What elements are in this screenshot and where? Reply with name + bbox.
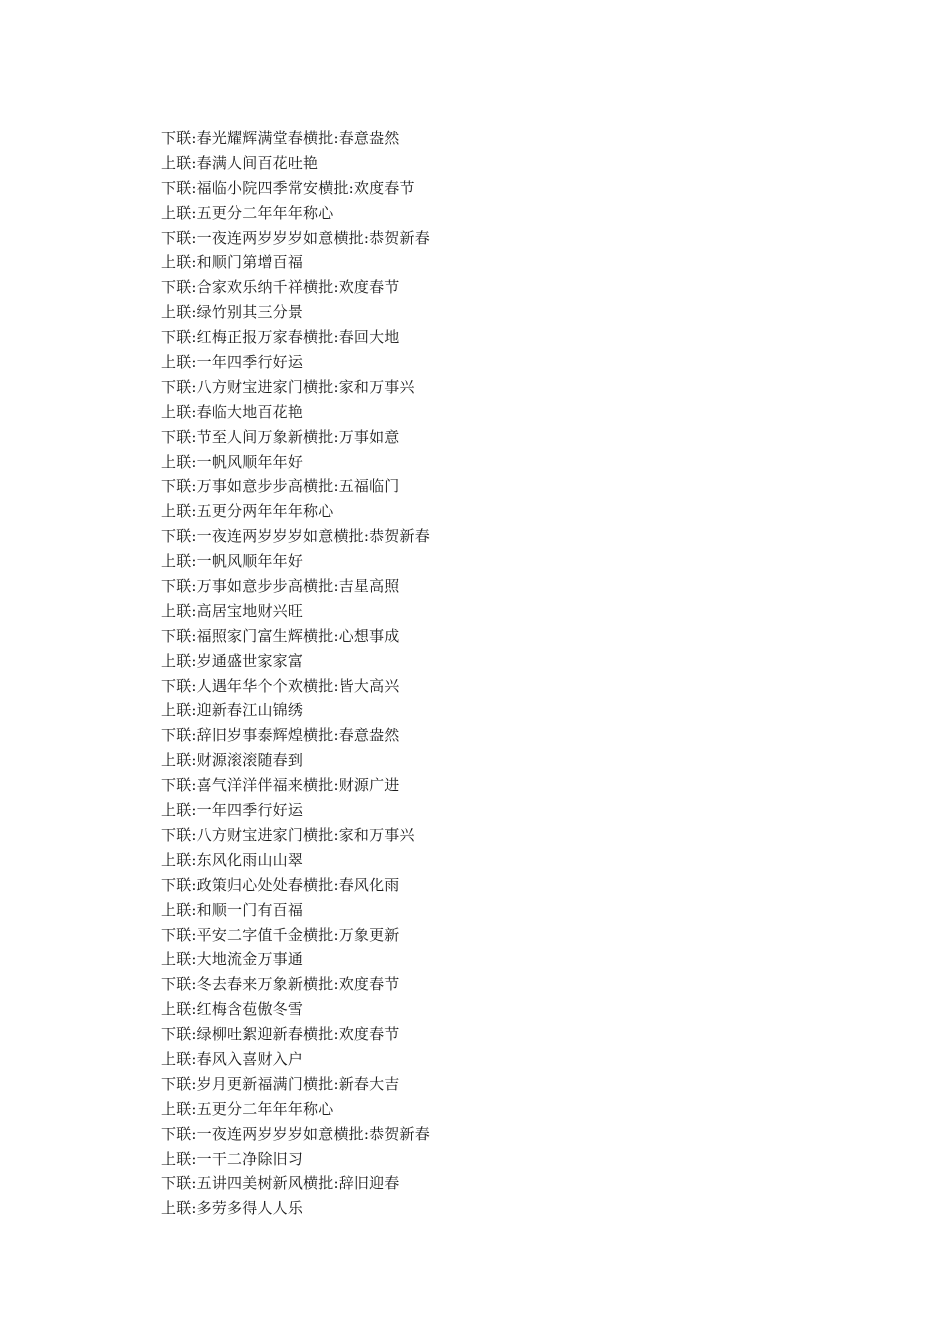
couplet-line: 上联:一帆风顺年年好 [161,452,304,471]
couplet-line: 下联:万事如意步步高横批:五福临门 [161,477,400,496]
couplet-line: 下联:五讲四美树新风横批:辞旧迎春 [161,1174,400,1193]
couplet-line: 上联:一年四季行好运 [161,801,304,820]
couplet-line: 下联:一夜连两岁岁岁如意横批:恭贺新春 [161,1124,430,1143]
couplet-line: 下联:岁月更新福满门横批:新春大吉 [161,1074,400,1093]
couplet-line: 下联:八方财宝进家门横批:家和万事兴 [161,377,415,396]
couplet-line: 上联:五更分两年年年称心 [161,502,334,521]
couplet-line: 下联:政策归心处处春横批:春风化雨 [161,875,400,894]
couplet-line: 下联:一夜连两岁岁岁如意横批:恭贺新春 [161,527,430,546]
couplet-line: 下联:红梅正报万家春横批:春回大地 [161,328,400,347]
couplet-line: 下联:节至人间万象新横批:万事如意 [161,427,400,446]
couplet-line: 下联:辞旧岁事泰辉煌横批:春意盎然 [161,726,400,745]
couplet-line: 上联:绿竹别其三分景 [161,303,304,322]
couplet-line: 下联:福临小院四季常安横批:欢度春节 [161,178,415,197]
couplet-line: 上联:和顺一门有百福 [161,900,304,919]
couplet-line: 下联:绿柳吐絮迎新春横批:欢度春节 [161,1025,400,1044]
couplet-line: 下联:喜气洋洋伴福来横批:财源广进 [161,776,400,795]
couplet-line: 下联:一夜连两岁岁岁如意横批:恭贺新春 [161,228,430,247]
couplet-line: 上联:财源滚滚随春到 [161,751,304,770]
couplet-line: 上联:一年四季行好运 [161,353,304,372]
couplet-line: 上联:一帆风顺年年好 [161,552,304,571]
couplet-line: 上联:高居宝地财兴旺 [161,601,304,620]
couplet-line: 上联:春临大地百花艳 [161,402,304,421]
couplet-line: 下联:春光耀辉满堂春横批:春意盎然 [161,129,400,147]
couplet-line: 下联:平安二字值千金横批:万象更新 [161,925,400,944]
couplet-line: 上联:和顺门第增百福 [161,253,304,272]
couplet-line: 下联:福照家门富生辉横批:心想事成 [161,626,400,645]
couplet-line: 上联:多劳多得人人乐 [161,1199,304,1218]
couplet-line: 上联:一干二净除旧习 [161,1149,304,1168]
couplet-line: 上联:迎新春江山锦绣 [161,701,304,720]
couplet-line: 下联:人遇年华个个欢横批:皆大高兴 [161,676,400,695]
couplet-line: 上联:红梅含苞傲冬雪 [161,1000,304,1019]
couplet-line: 上联:大地流金万事通 [161,950,304,969]
couplet-line: 上联:春风入喜财入户 [161,1049,304,1068]
couplet-line: 下联:冬去春来万象新横批:欢度春节 [161,975,400,994]
couplet-line: 上联:五更分二年年年称心 [161,203,334,222]
couplet-line: 下联:八方财宝进家门横批:家和万事兴 [161,825,415,844]
couplet-line: 下联:合家欢乐纳千祥横批:欢度春节 [161,278,400,297]
couplet-list [161,126,861,1221]
couplet-line: 下联:万事如意步步高横批:吉星高照 [161,577,400,596]
couplet-line: 上联:东风化雨山山翠 [161,850,304,869]
couplet-line: 上联:岁通盛世家家富 [161,651,304,670]
couplet-line: 上联:春满人间百花吐艳 [161,153,319,172]
couplet-line: 上联:五更分二年年年称心 [161,1099,334,1118]
